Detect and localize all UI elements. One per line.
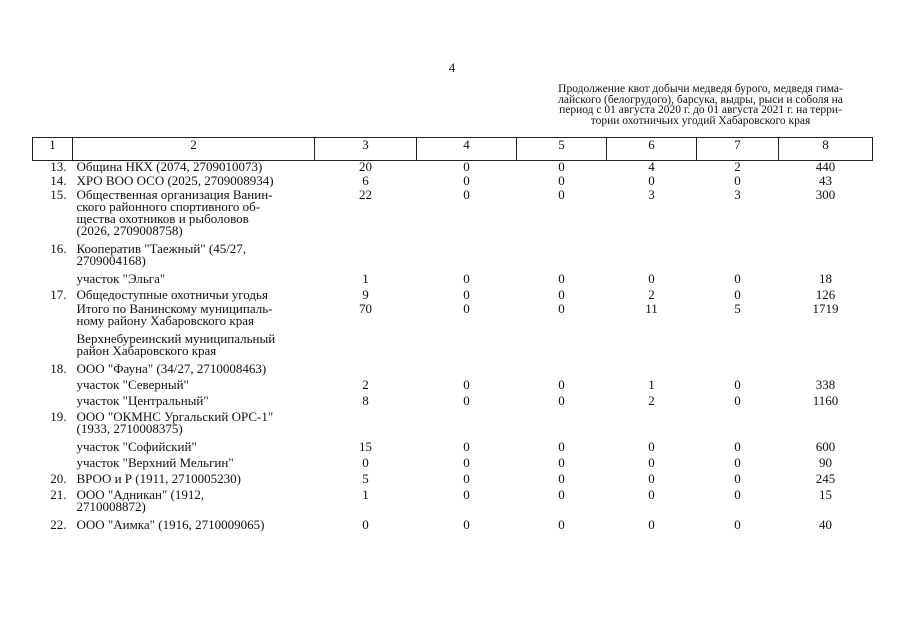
value-cell-col-4: 0	[463, 438, 470, 454]
column-number-row	[33, 138, 873, 161]
value-cell-col-4	[417, 243, 517, 273]
row-name-line: участок "Софийский"	[76, 438, 197, 454]
row-name	[73, 330, 315, 363]
column-header: 5	[517, 138, 607, 161]
row-number: 15.	[50, 186, 67, 202]
column-header: 1	[33, 138, 73, 161]
value-cell-col-7: 5	[734, 300, 741, 316]
value-cell-col-3: 2	[362, 376, 369, 392]
value-cell-col-3	[315, 411, 417, 441]
row-name-line: ВРОО и Р (1911, 2710005230)	[76, 470, 241, 486]
value-cell-col-7: 3	[734, 186, 741, 202]
caption-line: Продолжение квот добычи медведя бурого, медведя гима-	[558, 83, 843, 95]
value-cell-col-6	[607, 243, 697, 273]
value-cell-col-8: 43	[819, 172, 832, 188]
row-name-line: участок "Северный"	[76, 376, 189, 392]
value-cell-col-4: 0	[463, 286, 470, 302]
row-name-line: 2709004168)	[76, 252, 146, 268]
row-number: 22.	[50, 516, 67, 532]
value-cell-col-8: 300	[815, 186, 836, 202]
value-cell-col-8: 40	[819, 516, 832, 532]
value-cell-col-4: 0	[463, 270, 470, 286]
value-cell-col-6: 0	[648, 172, 655, 188]
column-header: 7	[697, 138, 779, 161]
row-name-line: ООО "ОКМНС Ургальский ОРС-1"	[76, 408, 274, 424]
value-cell-col-6: 0	[648, 454, 655, 470]
column-header: 6	[607, 138, 697, 161]
value-cell-col-4: 0	[463, 516, 470, 532]
value-cell-col-5: 0	[558, 186, 565, 202]
value-cell-col-3: 1	[362, 486, 369, 502]
row-name	[73, 240, 315, 273]
caption-line: период с 01 августа 2020 г. до 01 августа 2021 г. на терри-	[559, 104, 842, 117]
value-cell-col-5: 0	[558, 270, 565, 286]
row-name	[73, 516, 315, 533]
row-name-line: (1933, 2710008375)	[76, 420, 183, 436]
row-name	[73, 486, 315, 519]
value-cell-col-5: 0	[558, 300, 565, 316]
value-cell-col-5: 0	[558, 159, 565, 174]
value-cell-col-5	[517, 243, 607, 273]
row-name-line: ХРО ВОО ОСО (2025, 2709008934)	[76, 172, 274, 188]
value-cell-col-4: 0	[463, 300, 470, 316]
value-cell-col-6	[607, 333, 697, 363]
row-name-line: (2026, 2709008758)	[76, 222, 183, 238]
value-cell-col-3: 0	[362, 516, 369, 532]
value-cell-col-5	[517, 333, 607, 363]
value-cell-col-3	[315, 333, 417, 363]
value-cell-col-6: 2	[648, 392, 655, 408]
value-cell-col-3: 15	[359, 438, 372, 454]
table-row	[33, 411, 873, 441]
row-number: 17.	[50, 286, 67, 302]
value-cell-col-7: 0	[734, 286, 741, 302]
value-cell-col-4: 0	[463, 159, 470, 174]
row-number	[33, 333, 73, 363]
row-name-line: участок "Эльга"	[76, 270, 166, 286]
value-cell-col-3	[315, 243, 417, 273]
value-cell-col-6: 4	[648, 159, 655, 174]
row-name-line: Общедоступные охотничьи угодья	[76, 286, 268, 302]
row-name-line: район Хабаровского края	[76, 342, 217, 358]
value-cell-col-8: 338	[815, 376, 836, 392]
caption-line: лайского (белогрудого), барсука, выдры, рыси и соболя на	[558, 93, 843, 106]
row-name-line: участок "Верхний Мельгин"	[76, 454, 234, 470]
value-cell-col-7: 0	[734, 454, 741, 470]
table-row	[33, 189, 873, 243]
value-cell-col-5: 0	[558, 376, 565, 392]
value-cell-col-6: 0	[648, 486, 655, 502]
row-name	[73, 408, 315, 441]
value-cell-col-3: 70	[359, 300, 372, 316]
table-row	[33, 243, 873, 273]
row-number: 19.	[50, 408, 67, 424]
value-cell-col-8: 90	[819, 454, 832, 470]
value-cell-col-8: 18	[819, 270, 832, 286]
value-cell-col-4: 0	[463, 486, 470, 502]
value-cell-col-8	[779, 333, 873, 363]
value-cell-col-4: 0	[463, 172, 470, 188]
value-cell-col-5: 0	[558, 470, 565, 486]
value-cell-col-7	[697, 243, 779, 273]
value-cell-col-7: 0	[734, 376, 741, 392]
value-cell-col-8: 15	[819, 486, 832, 502]
value-cell-col-6: 1	[648, 376, 655, 392]
value-cell-col-5: 0	[558, 286, 565, 302]
value-cell-col-6: 3	[648, 186, 655, 202]
value-cell-col-5	[517, 411, 607, 441]
value-cell-col-6: 2	[648, 286, 655, 302]
value-cell-col-4: 0	[463, 392, 470, 408]
row-name-line: Итого по Ванинскому муниципаль-	[76, 300, 273, 316]
value-cell-col-6: 0	[648, 438, 655, 454]
row-name-line: Кооператив "Таежный" (45/27,	[76, 240, 247, 256]
page-number: 4	[448, 60, 456, 75]
row-name-line: ООО "Аимка" (1916, 2710009065)	[76, 516, 265, 532]
value-cell-col-4: 0	[463, 470, 470, 486]
row-number: 21.	[50, 486, 67, 502]
table-row	[33, 333, 873, 363]
value-cell-col-5: 0	[558, 392, 565, 408]
value-cell-col-5: 0	[558, 438, 565, 454]
value-cell-col-5: 0	[558, 454, 565, 470]
value-cell-col-3: 22	[359, 186, 372, 202]
row-name-line: ному району Хабаровского края	[76, 312, 254, 328]
value-cell-col-3: 20	[359, 159, 372, 174]
row-number: 20.	[50, 470, 67, 486]
value-cell-col-7: 0	[734, 470, 741, 486]
value-cell-col-4	[417, 333, 517, 363]
value-cell-col-7	[697, 411, 779, 441]
row-number: 13.	[50, 159, 67, 174]
value-cell-col-4	[417, 411, 517, 441]
value-cell-col-8: 245	[815, 470, 836, 486]
caption-line: тории охотничьих угодий Хабаровского края	[590, 114, 811, 127]
value-cell-col-7: 0	[734, 516, 741, 532]
row-number: 14.	[50, 172, 67, 188]
row-name-line: Община НКХ (2074, 2709010073)	[76, 159, 263, 174]
value-cell-col-5: 0	[558, 172, 565, 188]
value-cell-col-4: 0	[463, 454, 470, 470]
row-name	[73, 300, 315, 333]
value-cell-col-8: 1160	[812, 392, 839, 408]
value-cell-col-8: 440	[815, 159, 836, 174]
value-cell-col-4: 0	[463, 376, 470, 392]
row-name-line: 2710008872)	[76, 498, 146, 514]
table-row	[33, 489, 873, 519]
row-number: 18.	[50, 360, 67, 376]
column-header: 4	[417, 138, 517, 161]
value-cell-col-7: 2	[734, 159, 741, 174]
column-header: 3	[315, 138, 417, 161]
table-row	[33, 303, 873, 333]
value-cell-col-7: 0	[734, 270, 741, 286]
quota-table	[32, 137, 873, 533]
value-cell-col-8	[779, 243, 873, 273]
value-cell-col-6: 11	[645, 300, 658, 316]
table-caption	[528, 84, 873, 126]
row-name-line: Верхнебуреинский муниципальный	[76, 330, 276, 346]
value-cell-col-5: 0	[558, 516, 565, 532]
value-cell-col-6: 0	[648, 516, 655, 532]
value-cell-col-3: 0	[362, 454, 369, 470]
row-name-line: участок "Центральный"	[76, 392, 209, 408]
value-cell-col-6	[607, 411, 697, 441]
value-cell-col-6: 0	[648, 270, 655, 286]
column-header: 8	[779, 138, 873, 161]
column-header: 2	[73, 138, 315, 161]
value-cell-col-8: 600	[815, 438, 836, 454]
value-cell-col-3: 6	[362, 172, 369, 188]
value-cell-col-5: 0	[558, 486, 565, 502]
row-name-line: ООО "Фауна" (34/27, 2710008463)	[76, 360, 267, 376]
row-number: 16.	[50, 240, 67, 256]
row-name-line: Общественная организация Ванин-	[76, 186, 273, 202]
row-name-line: щества охотников и рыболовов	[76, 210, 249, 226]
value-cell-col-8: 126	[815, 286, 836, 302]
value-cell-col-3: 8	[362, 392, 369, 408]
value-cell-col-7: 0	[734, 392, 741, 408]
row-number	[33, 379, 73, 395]
value-cell-col-4: 0	[463, 186, 470, 202]
value-cell-col-8: 1719	[812, 300, 839, 316]
row-number	[33, 303, 73, 333]
table-row	[33, 519, 873, 533]
value-cell-col-3: 9	[362, 286, 369, 302]
row-name-line: ского районного спортивного об-	[76, 198, 261, 214]
value-cell-col-7	[697, 333, 779, 363]
value-cell-col-3: 1	[362, 270, 369, 286]
value-cell-col-7: 0	[734, 486, 741, 502]
value-cell-col-7: 0	[734, 438, 741, 454]
row-number	[33, 441, 73, 457]
row-name-line: ООО "Адникан" (1912,	[76, 486, 205, 502]
value-cell-col-7: 0	[734, 172, 741, 188]
value-cell-col-3: 5	[362, 470, 369, 486]
row-name	[73, 186, 315, 243]
value-cell-col-6: 0	[648, 470, 655, 486]
value-cell-col-8	[779, 411, 873, 441]
